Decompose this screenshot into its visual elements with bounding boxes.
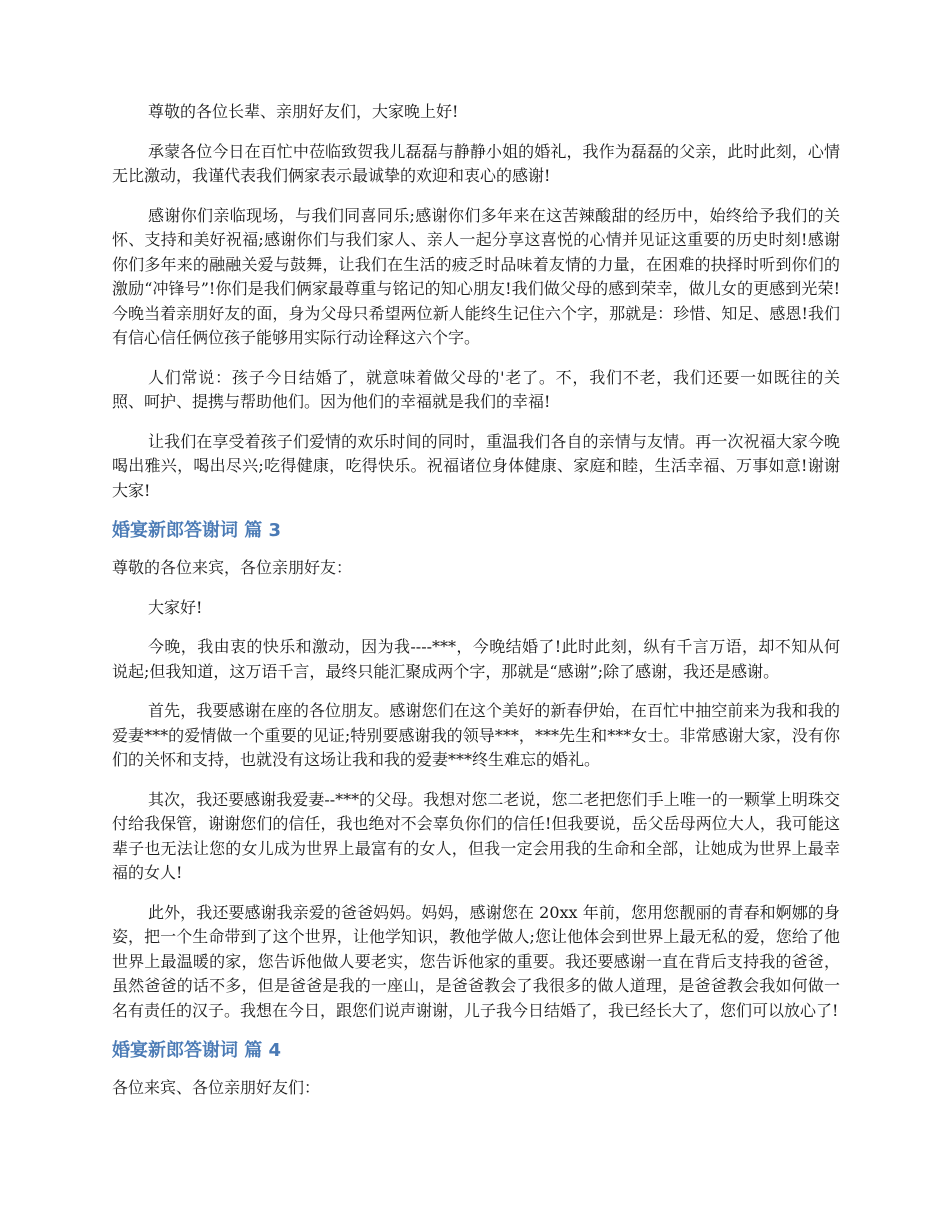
section-heading: 婚宴新郎答谢词 篇 4: [112, 1040, 282, 1061]
paragraph: 感谢你们亲临现场，与我们同喜同乐;感谢你们多年来在这苦辣酸甜的经历中，始终给予我们的关怀、支持和美好祝福;感谢你们与我们家人、亲人一起分享这喜悦的心情并见证这重要的历史时刻!感谢你们多年来的融融关爱与鼓舞，让我们在生活的疲乏时品味着友情的力量，在困难的抉择时听到你们的激励“冲锋号”!你们是我们俩家最尊重与铭记的知心朋友!我们做父母的感到荣幸，做儿女的更感到光荣!今晚当着亲朋好友的面，身为父母只希望两位新人能终生记住六个字，那就是：珍惜、知足、感恩!我们有信心信任俩位孩子能够用实际行动诠释这六个字。: [112, 205, 840, 347]
paragraph: 人们常说：孩子今日结婚了，就意味着做父母的'老了。不，我们不老，我们还要一如既往的关照、呵护、提携与帮助他们。因为他们的幸福就是我们的幸福!: [112, 367, 840, 411]
paragraph: 大家好!: [148, 597, 203, 617]
document-page: [112, 100, 840, 1116]
paragraph: 此外，我还要感谢我亲爱的爸爸妈妈。妈妈，感谢您在 20xx 年前，您用您靓丽的青春和婀娜的身姿，把一个生命带到了这个世界，让他学知识，教他学做人;您让他体会到世界上最无私的爱，您给了他世界上最温暖的家，您告诉他做人要老实，您告诉他家的重要。我还要感谢一直在背后支持我的爸爸，虽然爸爸的话不多，但是爸爸是我的一座山，是爸爸教会了我很多的做人道理，是爸爸教会我如何做一名有责任的汉子。我想在今日，跟您们说声谢谢，儿子我今日结婚了，我已经长大了，您们可以放心了!: [112, 902, 840, 1020]
paragraph: 承蒙各位今日在百忙中莅临致贺我儿磊磊与静静小姐的婚礼，我作为磊磊的父亲，此时此刻，心情无比激动，我谨代表我们俩家表示最诚挚的欢迎和衷心的感谢!: [112, 141, 840, 185]
paragraph: 尊敬的各位长辈、亲朋好友们，大家晚上好!: [148, 102, 459, 121]
salutation: 尊敬的各位来宾，各位亲朋好友：: [112, 558, 353, 577]
section-heading: 婚宴新郎答谢词 篇 3: [112, 520, 282, 541]
paragraph: 让我们在享受着孩子们爱情的欢乐时间的同时，重温我们各自的亲情与友情。再一次祝福大家今晚喝出雅兴，喝出尽兴;吃得健康，吃得快乐。祝福诸位身体健康、家庭和睦，生活幸福、万事如意!谢谢大家!: [112, 431, 840, 500]
paragraph: 今晚，我由衷的快乐和激动，因为我----***，今晚结婚了!此时此刻，纵有千言万语，却不知从何说起;但我知道，这万语千言，最终只能汇聚成两个字，那就是“感谢”;除了感谢，我还是感谢。: [112, 637, 840, 681]
paragraph: 首先，我要感谢在座的各位朋友。感谢您们在这个美好的新春伊始，在百忙中抽空前来为我和我的爱妻***的爱情做一个重要的见证;特别要感谢我的领导***，***先生和***女士。非常感谢大家，没有你们的关怀和支持，也就没有这场让我和我的爱妻***终生难忘的婚礼。: [112, 701, 840, 769]
salutation: 各位来宾、各位亲朋好友们：: [112, 1078, 321, 1097]
paragraph: 其次，我还要感谢我爱妻--***的父母。我想对您二老说，您二老把您们手上唯一的一颗掌上明珠交付给我保管，谢谢您们的信任，我也绝对不会辜负你们的信任!但我要说，岳父岳母两位大人，我可能这辈子也无法让您的女儿成为世界上最富有的女人，但我一定会用我的生命和全部，让她成为世界上最幸福的女人!: [112, 789, 840, 882]
